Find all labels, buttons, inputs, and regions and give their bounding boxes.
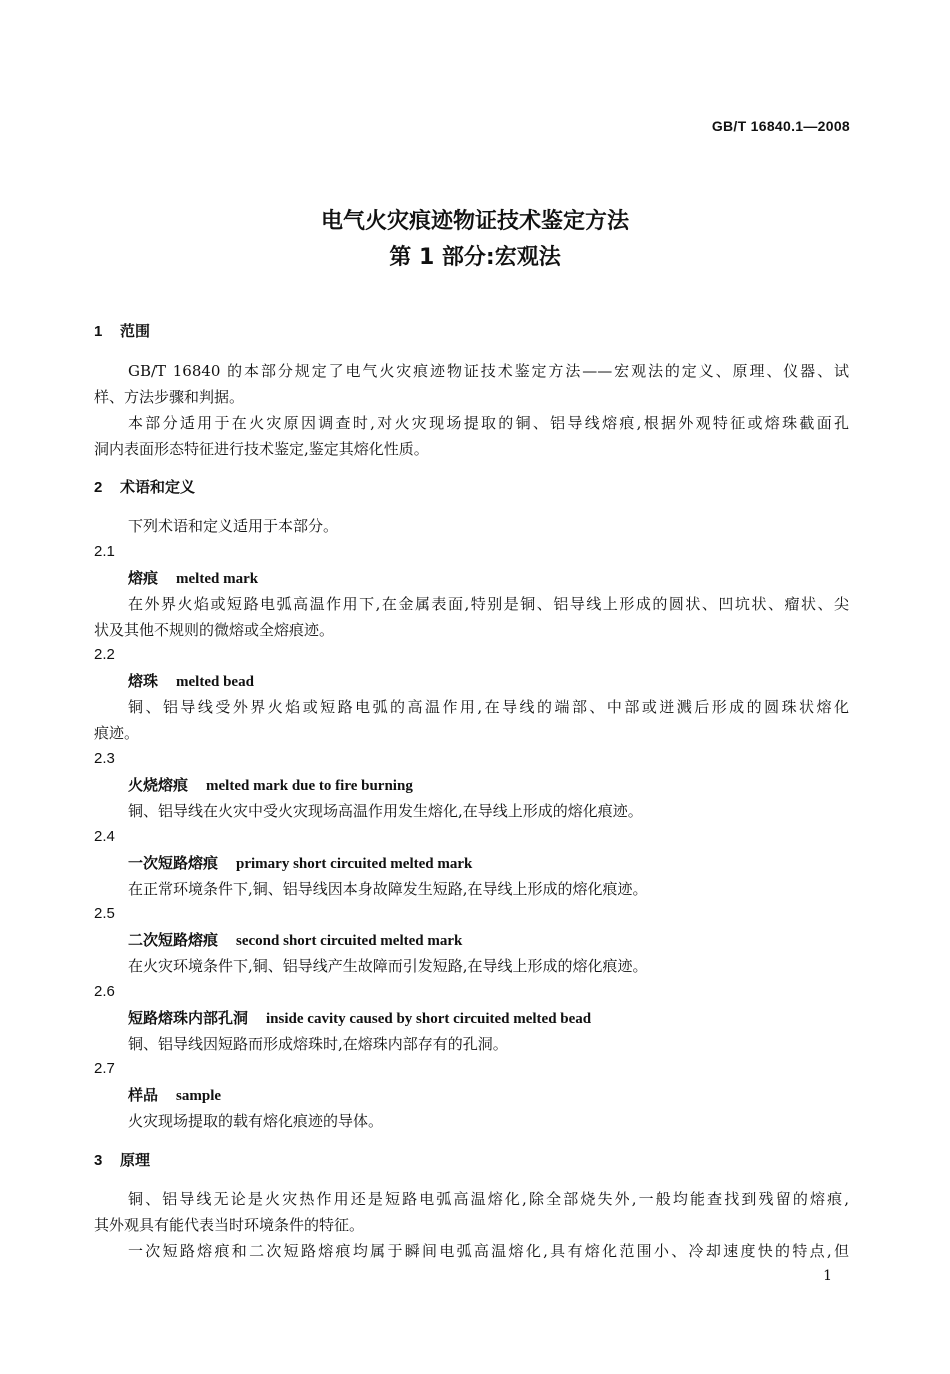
term-english: second short circuited melted mark xyxy=(236,933,463,949)
term-definition-line-1: 在火灾环境条件下,铜、铝导线产生故障而引发短路,在导线上形成的熔化痕迹。 xyxy=(128,957,648,975)
section-1-paragraph-2-line-1: 本部分适用于在火灾原因调查时,对火灾现场提取的铜、铝导线熔痕,根据外观特征或熔珠截面孔 xyxy=(128,414,849,432)
term-number: 2.6 xyxy=(94,983,115,1000)
term-heading xyxy=(128,853,472,874)
term-heading xyxy=(128,775,413,796)
section-title: 原理 xyxy=(120,1151,151,1169)
term-heading xyxy=(128,1008,591,1029)
section-title: 范围 xyxy=(120,322,151,340)
section-3-paragraph-1-line-1: 铜、铝导线无论是火灾热作用还是短路电弧高温熔化,除全部烧失外,一般均能查找到残留的熔痕, xyxy=(128,1190,849,1208)
document-subtitle: 第 1 部分:宏观法 xyxy=(389,245,561,270)
term-heading xyxy=(128,568,258,589)
section-number: 2 xyxy=(94,479,103,496)
term-number: 2.7 xyxy=(94,1060,115,1077)
term-english: melted mark due to fire burning xyxy=(206,778,413,794)
term-chinese: 二次短路熔痕 xyxy=(128,931,219,949)
term-number: 2.5 xyxy=(94,905,115,922)
section-1-paragraph-1-line-2: 样、方法步骤和判据。 xyxy=(94,388,245,406)
section-2-intro: 下列术语和定义适用于本部分。 xyxy=(128,517,339,535)
term-definition-line-2: 状及其他不规则的微熔或全熔痕迹。 xyxy=(94,621,335,639)
page-number: 1 xyxy=(823,1268,832,1284)
term-definition-line-1: 铜、铝导线受外界火焰或短路电弧的高温作用,在导线的端部、中部或迸溅后形成的圆珠状熔化 xyxy=(128,698,849,716)
term-definition-line-2: 痕迹。 xyxy=(94,724,140,742)
term-definition-line-1: 在外界火焰或短路电弧高温作用下,在金属表面,特别是铜、铝导线上形成的圆状、凹坑状、瘤状、尖 xyxy=(128,595,849,613)
section-1-heading xyxy=(94,321,150,342)
section-number: 3 xyxy=(94,1152,103,1169)
term-heading xyxy=(128,671,254,692)
term-number: 2.1 xyxy=(94,543,115,560)
term-definition-line-1: 在正常环境条件下,铜、铝导线因本身故障发生短路,在导线上形成的熔化痕迹。 xyxy=(128,880,648,898)
term-definition-line-1: 火灾现场提取的载有熔化痕迹的导体。 xyxy=(128,1112,384,1130)
section-1-paragraph-1-line-1: GB/T 16840 的本部分规定了电气火灾痕迹物证技术鉴定方法——宏观法的定义、原理、仪器、试 xyxy=(128,362,849,380)
term-number: 2.3 xyxy=(94,750,115,767)
term-chinese: 熔珠 xyxy=(128,672,159,690)
term-definition-line-1: 铜、铝导线在火灾中受火灾现场高温作用发生熔化,在导线上形成的熔化痕迹。 xyxy=(128,802,643,820)
section-number: 1 xyxy=(94,323,103,340)
term-english: sample xyxy=(176,1088,222,1104)
section-3-paragraph-2-line-1: 一次短路熔痕和二次短路熔痕均属于瞬间电弧高温熔化,具有熔化范围小、冷却速度快的特点,但 xyxy=(128,1242,849,1260)
term-english: melted bead xyxy=(176,674,254,690)
term-chinese: 短路熔珠内部孔洞 xyxy=(128,1009,249,1027)
term-number: 2.2 xyxy=(94,646,115,663)
section-1-paragraph-2-line-2: 洞内表面形态特征进行技术鉴定,鉴定其熔化性质。 xyxy=(94,440,429,458)
standard-number: GB/T 16840.1—2008 xyxy=(711,118,850,134)
section-3-heading xyxy=(94,1150,150,1171)
section-3-paragraph-1-line-2: 其外观具有能代表当时环境条件的特征。 xyxy=(94,1216,365,1234)
section-title: 术语和定义 xyxy=(120,478,196,496)
section-2-heading xyxy=(94,477,195,498)
term-chinese: 熔痕 xyxy=(128,569,159,587)
term-chinese: 火烧熔痕 xyxy=(128,776,189,794)
term-chinese: 一次短路熔痕 xyxy=(128,854,219,872)
document-title: 电气火灾痕迹物证技术鉴定方法 xyxy=(320,209,629,234)
term-english: melted mark xyxy=(176,571,259,587)
term-chinese: 样品 xyxy=(128,1086,159,1104)
term-definition-line-1: 铜、铝导线因短路而形成熔珠时,在熔珠内部存有的孔洞。 xyxy=(128,1035,508,1053)
term-number: 2.4 xyxy=(94,828,115,845)
term-english: primary short circuited melted mark xyxy=(236,856,473,872)
term-english: inside cavity caused by short circuited melted bead xyxy=(266,1011,592,1027)
term-heading xyxy=(128,1085,221,1106)
term-heading xyxy=(128,930,462,951)
